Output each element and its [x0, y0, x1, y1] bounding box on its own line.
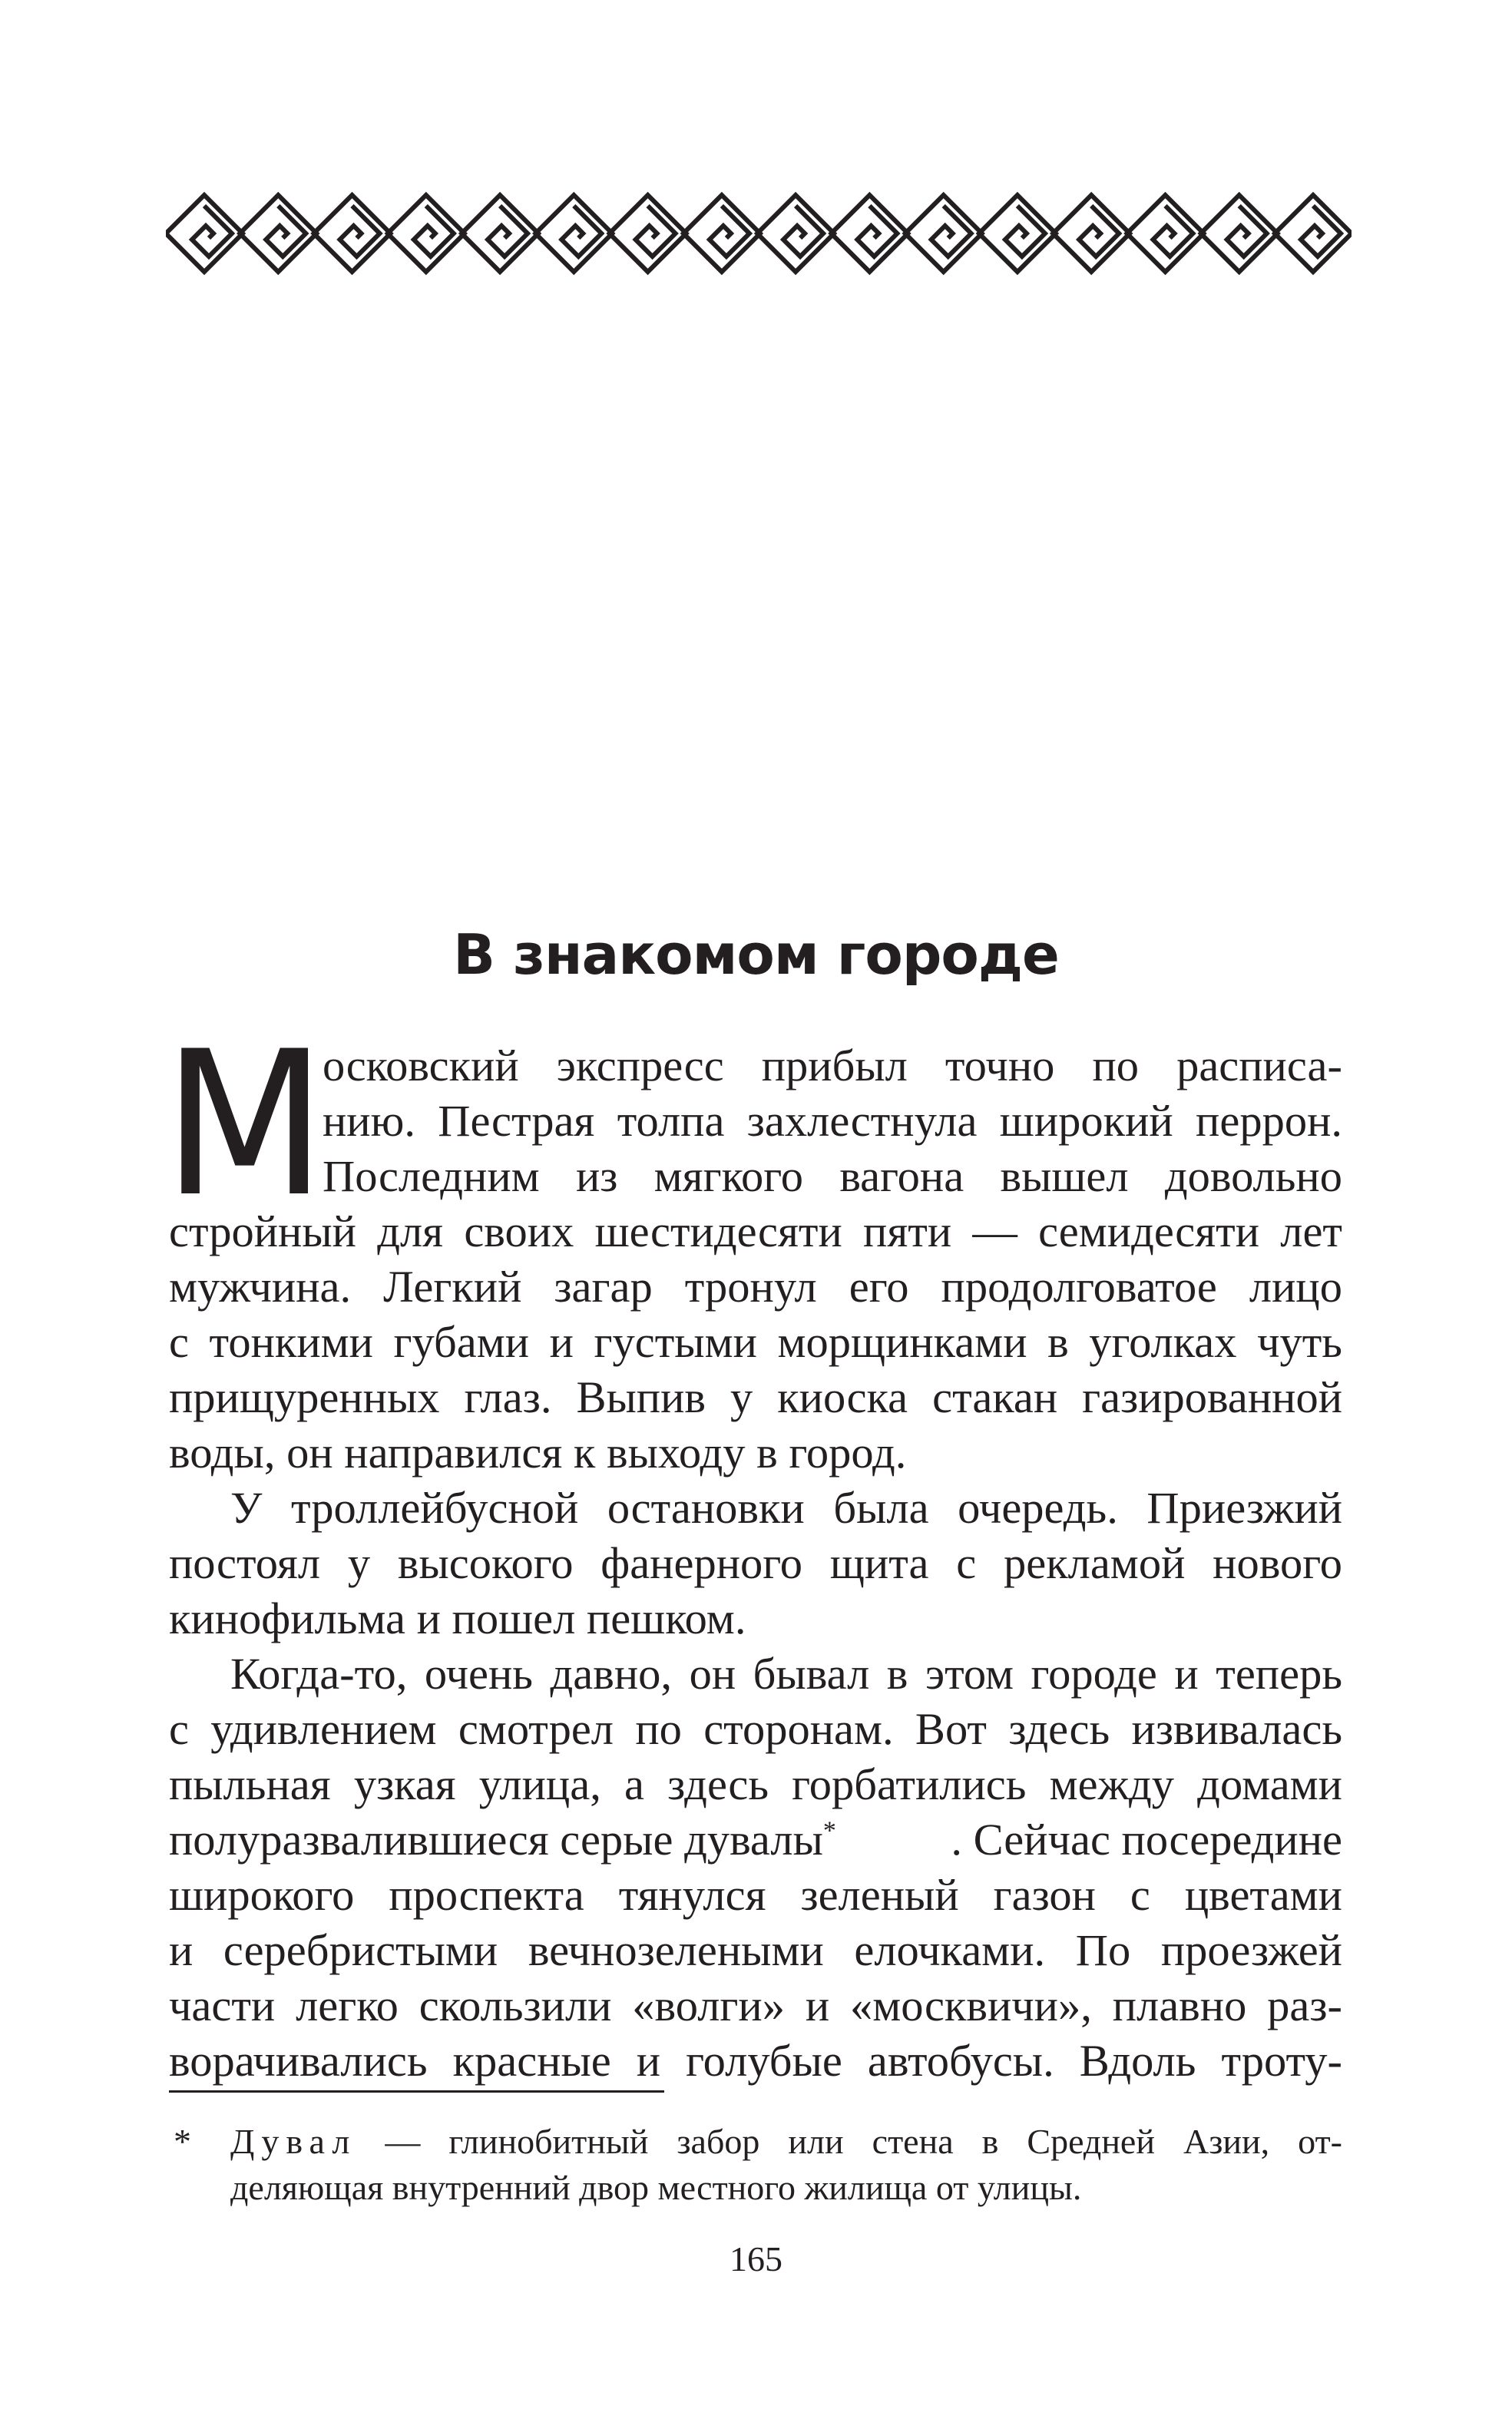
footnote-line: деляющая внутренний двор местного жилища от улицы. — [230, 2168, 1082, 2207]
text-line: прищуренных глаз. Выпив у киоска стакан газированной — [169, 1372, 1342, 1422]
text-line: Когда-то, очень давно, он бывал в этом городе и теперь — [230, 1649, 1342, 1699]
text-fragment: полуразвалившиеся серые дувалы — [169, 1815, 823, 1865]
chapter-title: В знакомом городе — [453, 922, 1059, 987]
text-segment: . Сейчас посередине — [951, 1815, 1342, 1865]
text-line: нию. Пестрая толпа захлестнула широкий перрон. — [323, 1096, 1342, 1146]
text-line: Последним из мягкого вагона вышел довольно — [323, 1151, 1342, 1201]
text-line: с удивлением смотрел по сторонам. Вот здесь извивалась — [169, 1704, 1342, 1754]
text-line: стройный для своих шестидесяти пяти — семидесяти лет — [169, 1206, 1342, 1256]
text-line: пыльная узкая улица, а здесь горбатились между домами — [169, 1759, 1342, 1809]
text-line: осковский экспресс прибыл точно по расписа- — [323, 1041, 1342, 1090]
drop-cap: М — [163, 1009, 327, 1241]
greek-key-motif-icon — [979, 195, 1056, 272]
greek-key-motif-icon — [314, 195, 391, 272]
greek-key-motif-icon — [831, 195, 908, 272]
text-line: постоял у высокого фанерного щита с рекламой нового — [169, 1538, 1342, 1588]
footnote-line — [230, 2119, 1342, 2165]
greek-key-motif-icon — [388, 195, 465, 272]
text-line: с тонкими губами и густыми морщинками в уголках чуть — [169, 1317, 1342, 1367]
greek-key-motif-icon — [1053, 195, 1130, 272]
footnote-text: — глинобитный забор или стена в Средней Азии, от- — [356, 2122, 1342, 2161]
footnote-term: Дувал — [230, 2122, 357, 2161]
footnote-ref: * — [822, 1816, 836, 1845]
text-line: и серебристыми вечнозелеными елочками. По проезжей — [169, 1925, 1342, 1975]
greek-key-motif-icon — [757, 195, 834, 272]
text-line: части легко скользили «волги» и «москвичи», плавно раз- — [169, 1981, 1342, 2030]
greek-key-motif-icon — [166, 195, 243, 272]
text-segment — [169, 1812, 836, 1868]
greek-key-motif-icon — [610, 195, 687, 272]
footnote-mark: * — [174, 2122, 191, 2161]
text-line: У троллейбусной остановки была очередь. Приезжий — [230, 1483, 1342, 1533]
greek-key-motif-icon — [1275, 195, 1352, 272]
greek-key-motif-icon — [1201, 195, 1278, 272]
text-line — [169, 1812, 1342, 1868]
greek-key-motif-icon — [535, 195, 612, 272]
greek-key-motif-icon — [683, 195, 760, 272]
text-line: кинофильма и пошел пешком. — [169, 1593, 746, 1643]
greek-key-motif-icon — [462, 195, 538, 272]
greek-key-motif-icon — [240, 195, 316, 272]
text-line: воды, он направился к выходу в город. — [169, 1428, 907, 1478]
text-line: мужчина. Легкий загар тронул его продолговатое лицо — [169, 1262, 1342, 1312]
text-line: широкого проспекта тянулся зеленый газон с цветами — [169, 1870, 1342, 1920]
greek-key-border-icon — [166, 187, 1352, 280]
text-line: ворачивались красные и голубые автобусы. Вдоль троту- — [169, 2036, 1342, 2086]
page-number: 165 — [730, 2239, 782, 2278]
greek-key-motif-icon — [905, 195, 982, 272]
greek-key-motif-icon — [1127, 195, 1204, 272]
footnote-divider — [169, 2090, 664, 2093]
